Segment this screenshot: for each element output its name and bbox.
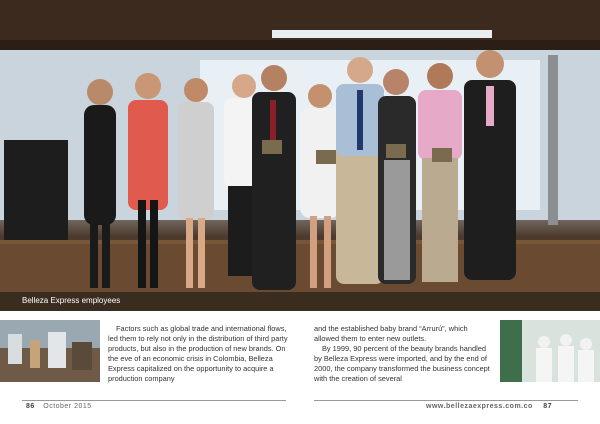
person-9 — [418, 63, 462, 282]
page-number-left: 86 — [26, 403, 35, 410]
website-url: www.bellezaexpress.com.co — [426, 403, 533, 410]
lab-thumbnail-right — [500, 320, 600, 382]
footer-rule-right — [314, 400, 578, 401]
issue-date: October 2015 — [43, 403, 92, 410]
photo-caption-bar — [0, 292, 600, 311]
award-plaque — [316, 150, 336, 164]
person-5 — [252, 65, 296, 290]
stage-truss — [548, 55, 558, 225]
person-7 — [336, 57, 384, 284]
footer-right — [426, 403, 552, 410]
award-plaque — [386, 144, 406, 158]
article-left-column — [108, 324, 288, 384]
lab-thumbnail-right-illustration — [500, 320, 600, 382]
ceiling-light — [272, 30, 492, 38]
factory-thumbnail-left-illustration — [0, 320, 100, 382]
person-8 — [378, 69, 416, 284]
person-10 — [464, 50, 516, 280]
ceiling-beam — [0, 40, 600, 50]
page-number-right: 87 — [543, 403, 553, 410]
footer-left — [26, 403, 92, 410]
award-plaque — [432, 148, 452, 162]
paragraph: and the established baby brand “Arrurú”, which allowed them to enter new outlets. — [314, 324, 468, 343]
award-plaque — [262, 140, 282, 154]
footer-rule-left — [22, 400, 286, 401]
photo-caption: Belleza Express employees — [22, 296, 121, 305]
paragraph: Factors such as global trade and international flows, led them to rely not only in the distribution of third party products, but also in the production of new brands. On the eve of an economic crisis in Colombia, Belleza Express capitalized on the opportunity to acquire a production company — [108, 324, 288, 383]
article-right-column — [314, 324, 494, 384]
factory-thumbnail-left — [0, 320, 100, 382]
paragraph: By 1999, 90 percent of the beauty brands handled by Belleza Express were imported, and by the end of 2000, the company transformed the business concept with the creation of several — [314, 344, 490, 383]
